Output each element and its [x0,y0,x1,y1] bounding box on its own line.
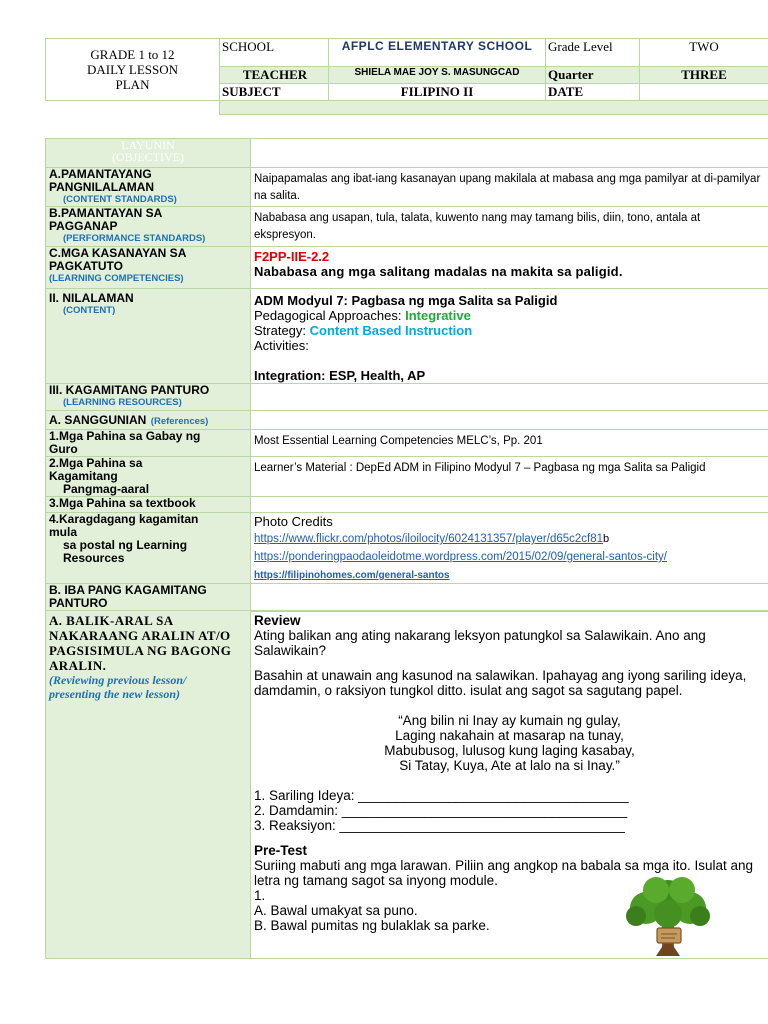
pretest-heading: Pre-Test [254,843,308,858]
tree-with-sign-icon [620,876,716,958]
label-line: ARALIN. [49,658,107,673]
lesson-plan-title [46,39,220,101]
review-instructions: Basahin at unawain ang kasunod na salawikan. Ipahayag ang iyong sariling ideya, damdamin, o raksiyon tungkol ditto. isulat ang sagot sa sagutang papel. [254,668,747,698]
photo-credit-link-filipinohomes[interactable]: https://filipinohomes.com/general-santos [254,570,450,581]
learning-competencies-label [46,247,251,289]
competency-text: Nababasa ang mga salitang madalas na makita sa paligid. [254,264,623,279]
module-title: ADM Modyul 7: Pagbasa ng mga Salita sa Paligid [254,293,558,308]
label-line: 1.Mga Pahina sa Gabay ng [49,429,201,443]
teacher-guide-label [46,430,251,457]
teacher-label: TEACHER [220,67,329,84]
objectives-table [45,138,768,612]
label-line: PAGGANAP [49,219,118,233]
photo-credit-link-wordpress[interactable]: https://ponderingpaodaoleidotme.wordpress.com/2015/02/09/general-santos-city/ [254,551,667,563]
other-resources-label [46,584,251,612]
link-suffix: b [603,533,610,545]
review-heading: Review [254,613,301,628]
content-standards-text: Naipapamalas ang ibat-iang kasanayan upang makilala at mabasa ang mga pamilyar at di-pamilyar na salita. [251,168,768,207]
review-intro: Ating balikan ang ating nakarang leksyon patungkol sa Salawikain. Ano ang Salawikain? [254,628,706,658]
pedagogical-approaches [254,308,765,323]
date-value [640,84,768,101]
label-line: Guro [49,442,78,456]
label-sub: (PERFORMANCE STANDARDS) [63,233,206,244]
spacer [254,773,765,788]
label-line: C.MGA KASANAYAN SA [49,246,187,260]
choice-b: B. Bawal pumitas ng bulaklak sa parke. [254,918,490,933]
label-sub: presenting the new lesson) [49,687,181,701]
label-line: B. IBA PANG KAGAMITANG [49,583,207,597]
school-value: AFPLC ELEMENTARY SCHOOL [329,39,546,67]
title-line-1: GRADE 1 to 12 [90,47,175,62]
learning-competencies-cell [251,247,768,289]
spacer [254,658,765,668]
label-line: Resources [63,551,125,565]
objective-blank [251,139,768,168]
learner-material-text: Learner’s Material : DepEd ADM in Filipino Modyul 7 – Pagbasa ng mga Salita sa Paligid [251,457,768,497]
performance-standards-label [46,207,251,247]
photo-credits-label: Photo Credits [254,514,333,529]
answer-item: 2. Damdamin: ______________________________________ [254,803,628,818]
header-table [45,38,768,115]
spacer [254,698,765,713]
label-line: NAKARAANG ARALIN AT/O [49,628,231,643]
spacer [254,833,765,843]
additional-materials-cell [251,513,768,584]
approach-label: Pedagogical Approaches: [254,308,402,323]
answer-item: 3. Reaksiyon: ______________________________________ [254,818,625,833]
quarter-value: THREE [640,67,768,84]
grade-label: Grade Level [546,39,640,67]
photo-credit-link-flickr[interactable]: https://www.flickr.com/photos/iloilocity/6024131357/player/d65c2cf81 [254,533,604,545]
grade-value: TWO [640,39,768,67]
activities-label: Activities: [254,338,309,353]
label-line: sa postal ng Learning [63,538,188,552]
review-label [46,611,251,959]
label-line: A. BALIK-ARAL SA [49,613,174,628]
label-line: Kagamitang [49,469,118,483]
teacher-guide-text: Most Essential Learning Competencies MELC’s, Pp. 201 [251,430,768,457]
label-sub: (LEARNING COMPETENCIES) [49,273,184,284]
label-line: B.PAMANTAYAN SA [49,206,163,220]
label-line: 2.Mga Pahina sa [49,456,143,470]
integration-text: Integration: ESP, Health, AP [254,368,426,383]
subject-label: SUBJECT [220,84,329,101]
strategy-value: Content Based Instruction [309,323,473,338]
title-line-3: PLAN [115,77,150,92]
label-line: mula [49,525,78,539]
strategy [254,323,765,338]
choice-a: A. Bawal umakyat sa puno. [254,903,418,918]
content-cell [251,289,768,384]
content-label [46,289,251,384]
poem-line: Mabubusog, lulusog kung laging kasabay, [384,743,635,758]
answer-item: 1. Sariling Ideya: ____________________________________ [254,788,629,803]
objective-heading [46,139,251,168]
objective-heading-line2: (OBJECTIVE) [112,150,184,164]
label-sub: (References) [150,416,209,427]
title-line-2: DAILY LESSON [86,62,179,77]
label-line: A. SANGGUNIAN [49,413,147,427]
other-resources-text [251,584,768,612]
label-sub: (LEARNING RESOURCES) [63,397,182,408]
textbook-label [46,497,251,513]
label-line: III. KAGAMITANG PANTURO [49,383,210,397]
learning-resources-label [46,384,251,411]
label-line: II. NILALAMAN [49,291,134,305]
content-standards-label [46,168,251,207]
textbook-text [251,497,768,513]
label-sub: (CONTENT) [63,305,116,316]
label-line: 3.Mga Pahina sa textbook [49,496,196,510]
school-label: SCHOOL [220,39,329,67]
header-blank-bar [220,101,768,115]
poem-line: Si Tatay, Kuya, Ate at lalo na si Inay.” [399,758,620,773]
proverb-poem [254,713,765,773]
label-sub: (CONTENT STANDARDS) [63,194,177,205]
strategy-label: Strategy: [254,323,307,338]
objective-heading-line1: LAYUNIN [121,138,175,152]
label-line: PAGKATUTO [49,259,123,273]
pretest-instructions: Suriing mabuti ang mga larawan. Piliin ang angkop na babala sa mga ito. Isulat ang letra ng tamang sagot sa inyong module. [254,858,754,888]
label-line: 4.Karagdagang kagamitan [49,512,199,526]
poem-line: Laging nakahain at masarap na tunay, [395,728,624,743]
quarter-label: Quarter [546,67,640,84]
approach-value: Integrative [405,308,471,323]
question-number: 1. [254,888,266,903]
spacer [254,353,765,368]
references-label [46,411,251,430]
label-line: PANTURO [49,596,108,610]
label-line: PAGSISIMULA NG BAGONG [49,643,232,658]
competency-code: F2PP-IIE-2.2 [254,249,330,264]
teacher-value: SHIELA MAE JOY S. MASUNGCAD [329,67,546,84]
references-blank [251,411,768,430]
label-sub: (Reviewing previous lesson/ [49,673,187,687]
subject-value: FILIPINO II [329,84,546,101]
date-label: DATE [546,84,640,101]
learning-resources-blank [251,384,768,411]
poem-line: “Ang bilin ni Inay ay kumain ng gulay, [398,713,621,728]
learner-material-label [46,457,251,497]
label-line: PANGNILALAMAN [49,180,155,194]
label-line: Pangmag-aaral [63,482,150,496]
header-spacer [46,101,220,115]
additional-materials-label [46,513,251,584]
performance-standards-text: Nababasa ang usapan, tula, talata, kuwento nang may tamang bilis, diin, tono, antala at ekspresyon. [251,207,768,247]
label-line: A.PAMANTAYANG [49,167,152,181]
